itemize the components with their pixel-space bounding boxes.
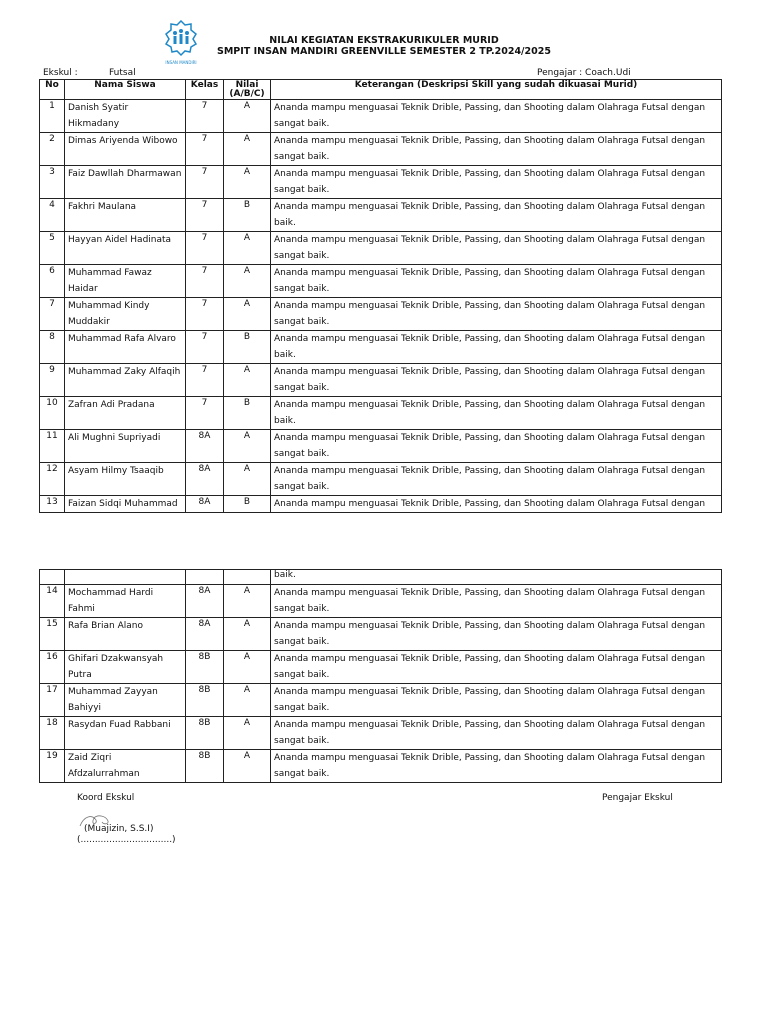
row-kelas: 8B <box>186 717 224 750</box>
row-nilai: A <box>224 166 271 199</box>
row-keterangan: Ananda mampu menguasai Teknik Drible, Passing, dan Shooting dalam Olahraga Futsal dengan sangat baik. <box>271 684 722 717</box>
pengajar-label: Pengajar : Coach.Udi <box>537 68 631 78</box>
row-nilai: A <box>224 618 271 651</box>
row-no: 9 <box>40 364 65 397</box>
row-nama: Faiz Dawllah Dharmawan <box>65 166 186 199</box>
row-nilai: B <box>224 397 271 430</box>
row-nama: Muhammad Zayyan Bahiyyi <box>65 684 186 717</box>
table-row <box>40 100 722 133</box>
table-row <box>40 684 722 717</box>
header-kelas: Kelas <box>186 80 224 100</box>
row-nama: Mochammad Hardi Fahmi <box>65 585 186 618</box>
table-row <box>40 430 722 463</box>
row-no: 10 <box>40 397 65 430</box>
header-nama: Nama Siswa <box>65 80 186 100</box>
row-nilai: A <box>224 298 271 331</box>
row-nama: Ghifari Dzakwansyah Putra <box>65 651 186 684</box>
row-nama: Fakhri Maulana <box>65 199 186 232</box>
row-kelas: 7 <box>186 133 224 166</box>
table-row <box>40 298 722 331</box>
row-keterangan: Ananda mampu menguasai Teknik Drible, Passing, dan Shooting dalam Olahraga Futsal dengan baik. <box>271 331 722 364</box>
row-kelas: 7 <box>186 232 224 265</box>
row-no: 19 <box>40 750 65 783</box>
row-keterangan: Ananda mampu menguasai Teknik Drible, Passing, dan Shooting dalam Olahraga Futsal dengan sangat baik. <box>271 618 722 651</box>
row-nilai: A <box>224 463 271 496</box>
row-no: 2 <box>40 133 65 166</box>
row-kelas: 8A <box>186 496 224 513</box>
row-keterangan: Ananda mampu menguasai Teknik Drible, Passing, dan Shooting dalam Olahraga Futsal dengan sangat baik. <box>271 364 722 397</box>
row-kelas: 7 <box>186 100 224 133</box>
table-row <box>40 199 722 232</box>
grades-table-page1 <box>39 79 722 513</box>
table-row <box>40 717 722 750</box>
table-row <box>40 331 722 364</box>
row-nilai: A <box>224 430 271 463</box>
row-nilai: A <box>224 265 271 298</box>
row-kelas: 7 <box>186 199 224 232</box>
table-row <box>40 750 722 783</box>
row-no: 6 <box>40 265 65 298</box>
row-keterangan: Ananda mampu menguasai Teknik Drible, Passing, dan Shooting dalam Olahraga Futsal dengan sangat baik. <box>271 232 722 265</box>
row-no: 13 <box>40 496 65 513</box>
row-nama: Rasydan Fuad Rabbani <box>65 717 186 750</box>
ekskul-label: Ekskul : <box>43 68 78 78</box>
row-no: 11 <box>40 430 65 463</box>
row-no: 4 <box>40 199 65 232</box>
table-row <box>40 397 722 430</box>
continuation-row <box>40 570 722 585</box>
row-keterangan: Ananda mampu menguasai Teknik Drible, Passing, dan Shooting dalam Olahraga Futsal dengan sangat baik. <box>271 585 722 618</box>
row-nilai: B <box>224 331 271 364</box>
row-nama: Ali Mughni Supriyadi <box>65 430 186 463</box>
row-kelas: 8A <box>186 463 224 496</box>
row-keterangan: Ananda mampu menguasai Teknik Drible, Passing, dan Shooting dalam Olahraga Futsal dengan baik. <box>271 199 722 232</box>
row-no: 1 <box>40 100 65 133</box>
row-nama: Zafran Adi Pradana <box>65 397 186 430</box>
row-kelas: 8A <box>186 618 224 651</box>
table-row <box>40 265 722 298</box>
row-keterangan: Ananda mampu menguasai Teknik Drible, Passing, dan Shooting dalam Olahraga Futsal dengan sangat baik. <box>271 651 722 684</box>
row-kelas: 8B <box>186 651 224 684</box>
table-row <box>40 651 722 684</box>
row-nama: Hayyan Aidel Hadinata <box>65 232 186 265</box>
row-kelas: 7 <box>186 331 224 364</box>
row-no: 18 <box>40 717 65 750</box>
pengajar-blank: (................................) <box>77 835 176 845</box>
koord-name: (Muajizin, S.S.I) <box>84 824 154 834</box>
row-nama: Faizan Sidqi Muhammad <box>65 496 186 513</box>
row-nilai: A <box>224 750 271 783</box>
logo-text: INSAN MANDIRI <box>165 60 197 65</box>
row-keterangan: Ananda mampu menguasai Teknik Drible, Passing, dan Shooting dalam Olahraga Futsal dengan sangat baik. <box>271 463 722 496</box>
row-nama: Zaid Ziqri Afdzalurrahman <box>65 750 186 783</box>
row-keterangan: Ananda mampu menguasai Teknik Drible, Passing, dan Shooting dalam Olahraga Futsal dengan sangat baik. <box>271 717 722 750</box>
row-keterangan: Ananda mampu menguasai Teknik Drible, Passing, dan Shooting dalam Olahraga Futsal dengan sangat baik. <box>271 166 722 199</box>
row-no: 16 <box>40 651 65 684</box>
row-nama: Muhammad Rafa Alvaro <box>65 331 186 364</box>
row-nama: Muhammad Kindy Muddakir <box>65 298 186 331</box>
grades-table-page2 <box>39 569 722 783</box>
row-nilai: A <box>224 684 271 717</box>
pengajar-ekskul-label: Pengajar Ekskul <box>602 793 673 803</box>
row-nama: Asyam Hilmy Tsaaqib <box>65 463 186 496</box>
ekskul-value: Futsal <box>109 68 136 78</box>
row-no: 3 <box>40 166 65 199</box>
row-nilai: A <box>224 133 271 166</box>
table-row <box>40 133 722 166</box>
koord-ekskul-label: Koord Ekskul <box>77 793 135 803</box>
row-nama: Muhammad Zaky Alfaqih <box>65 364 186 397</box>
row-no: 5 <box>40 232 65 265</box>
row-kelas: 7 <box>186 397 224 430</box>
row-nilai: A <box>224 717 271 750</box>
row-nama: Muhammad Fawaz Haidar <box>65 265 186 298</box>
header-keterangan: Keterangan (Deskripsi Skill yang sudah dikuasai Murid) <box>271 80 722 100</box>
row-nilai: A <box>224 585 271 618</box>
row-kelas: 7 <box>186 298 224 331</box>
row-keterangan: Ananda mampu menguasai Teknik Drible, Passing, dan Shooting dalam Olahraga Futsal dengan sangat baik. <box>271 265 722 298</box>
row-no: 8 <box>40 331 65 364</box>
row-nilai: A <box>224 100 271 133</box>
row-keterangan: Ananda mampu menguasai Teknik Drible, Passing, dan Shooting dalam Olahraga Futsal dengan <box>271 496 722 513</box>
row-kelas: 8B <box>186 750 224 783</box>
row-keterangan: Ananda mampu menguasai Teknik Drible, Passing, dan Shooting dalam Olahraga Futsal dengan sangat baik. <box>271 430 722 463</box>
row-keterangan: Ananda mampu menguasai Teknik Drible, Passing, dan Shooting dalam Olahraga Futsal dengan sangat baik. <box>271 750 722 783</box>
row-nama: Rafa Brian Alano <box>65 618 186 651</box>
row-nilai: A <box>224 364 271 397</box>
table-row <box>40 618 722 651</box>
row-kelas: 8A <box>186 585 224 618</box>
table-row <box>40 496 722 513</box>
row-keterangan: Ananda mampu menguasai Teknik Drible, Passing, dan Shooting dalam Olahraga Futsal dengan sangat baik. <box>271 133 722 166</box>
row-keterangan: Ananda mampu menguasai Teknik Drible, Passing, dan Shooting dalam Olahraga Futsal dengan baik. <box>271 397 722 430</box>
table-row <box>40 232 722 265</box>
row-no: 17 <box>40 684 65 717</box>
table-row <box>40 364 722 397</box>
row-kelas: 7 <box>186 364 224 397</box>
header-no: No <box>40 80 65 100</box>
school-logo <box>164 20 198 65</box>
row-keterangan: Ananda mampu menguasai Teknik Drible, Passing, dan Shooting dalam Olahraga Futsal dengan sangat baik. <box>271 100 722 133</box>
document-title: NILAI KEGIATAN EKSTRAKURIKULER MURID <box>269 35 499 46</box>
row-no: 15 <box>40 618 65 651</box>
row-kelas: 8A <box>186 430 224 463</box>
row-nama: Dimas Ariyenda Wibowo <box>65 133 186 166</box>
row-nama: Danish Syatir Hikmadany <box>65 100 186 133</box>
row-nilai: A <box>224 232 271 265</box>
row-nilai: B <box>224 496 271 513</box>
row-nilai: B <box>224 199 271 232</box>
row-kelas: 7 <box>186 166 224 199</box>
document-subtitle: SMPIT INSAN MANDIRI GREENVILLE SEMESTER 2 TP.2024/2025 <box>217 46 551 57</box>
row-nilai: A <box>224 651 271 684</box>
row-keterangan: Ananda mampu menguasai Teknik Drible, Passing, dan Shooting dalam Olahraga Futsal dengan sangat baik. <box>271 298 722 331</box>
table-row <box>40 166 722 199</box>
table-row <box>40 463 722 496</box>
row-no: 12 <box>40 463 65 496</box>
header-nilai: Nilai (A/B/C) <box>224 80 271 100</box>
continuation-text: baik. <box>271 570 722 585</box>
table-row <box>40 585 722 618</box>
row-no: 7 <box>40 298 65 331</box>
row-kelas: 7 <box>186 265 224 298</box>
row-no: 14 <box>40 585 65 618</box>
row-kelas: 8B <box>186 684 224 717</box>
